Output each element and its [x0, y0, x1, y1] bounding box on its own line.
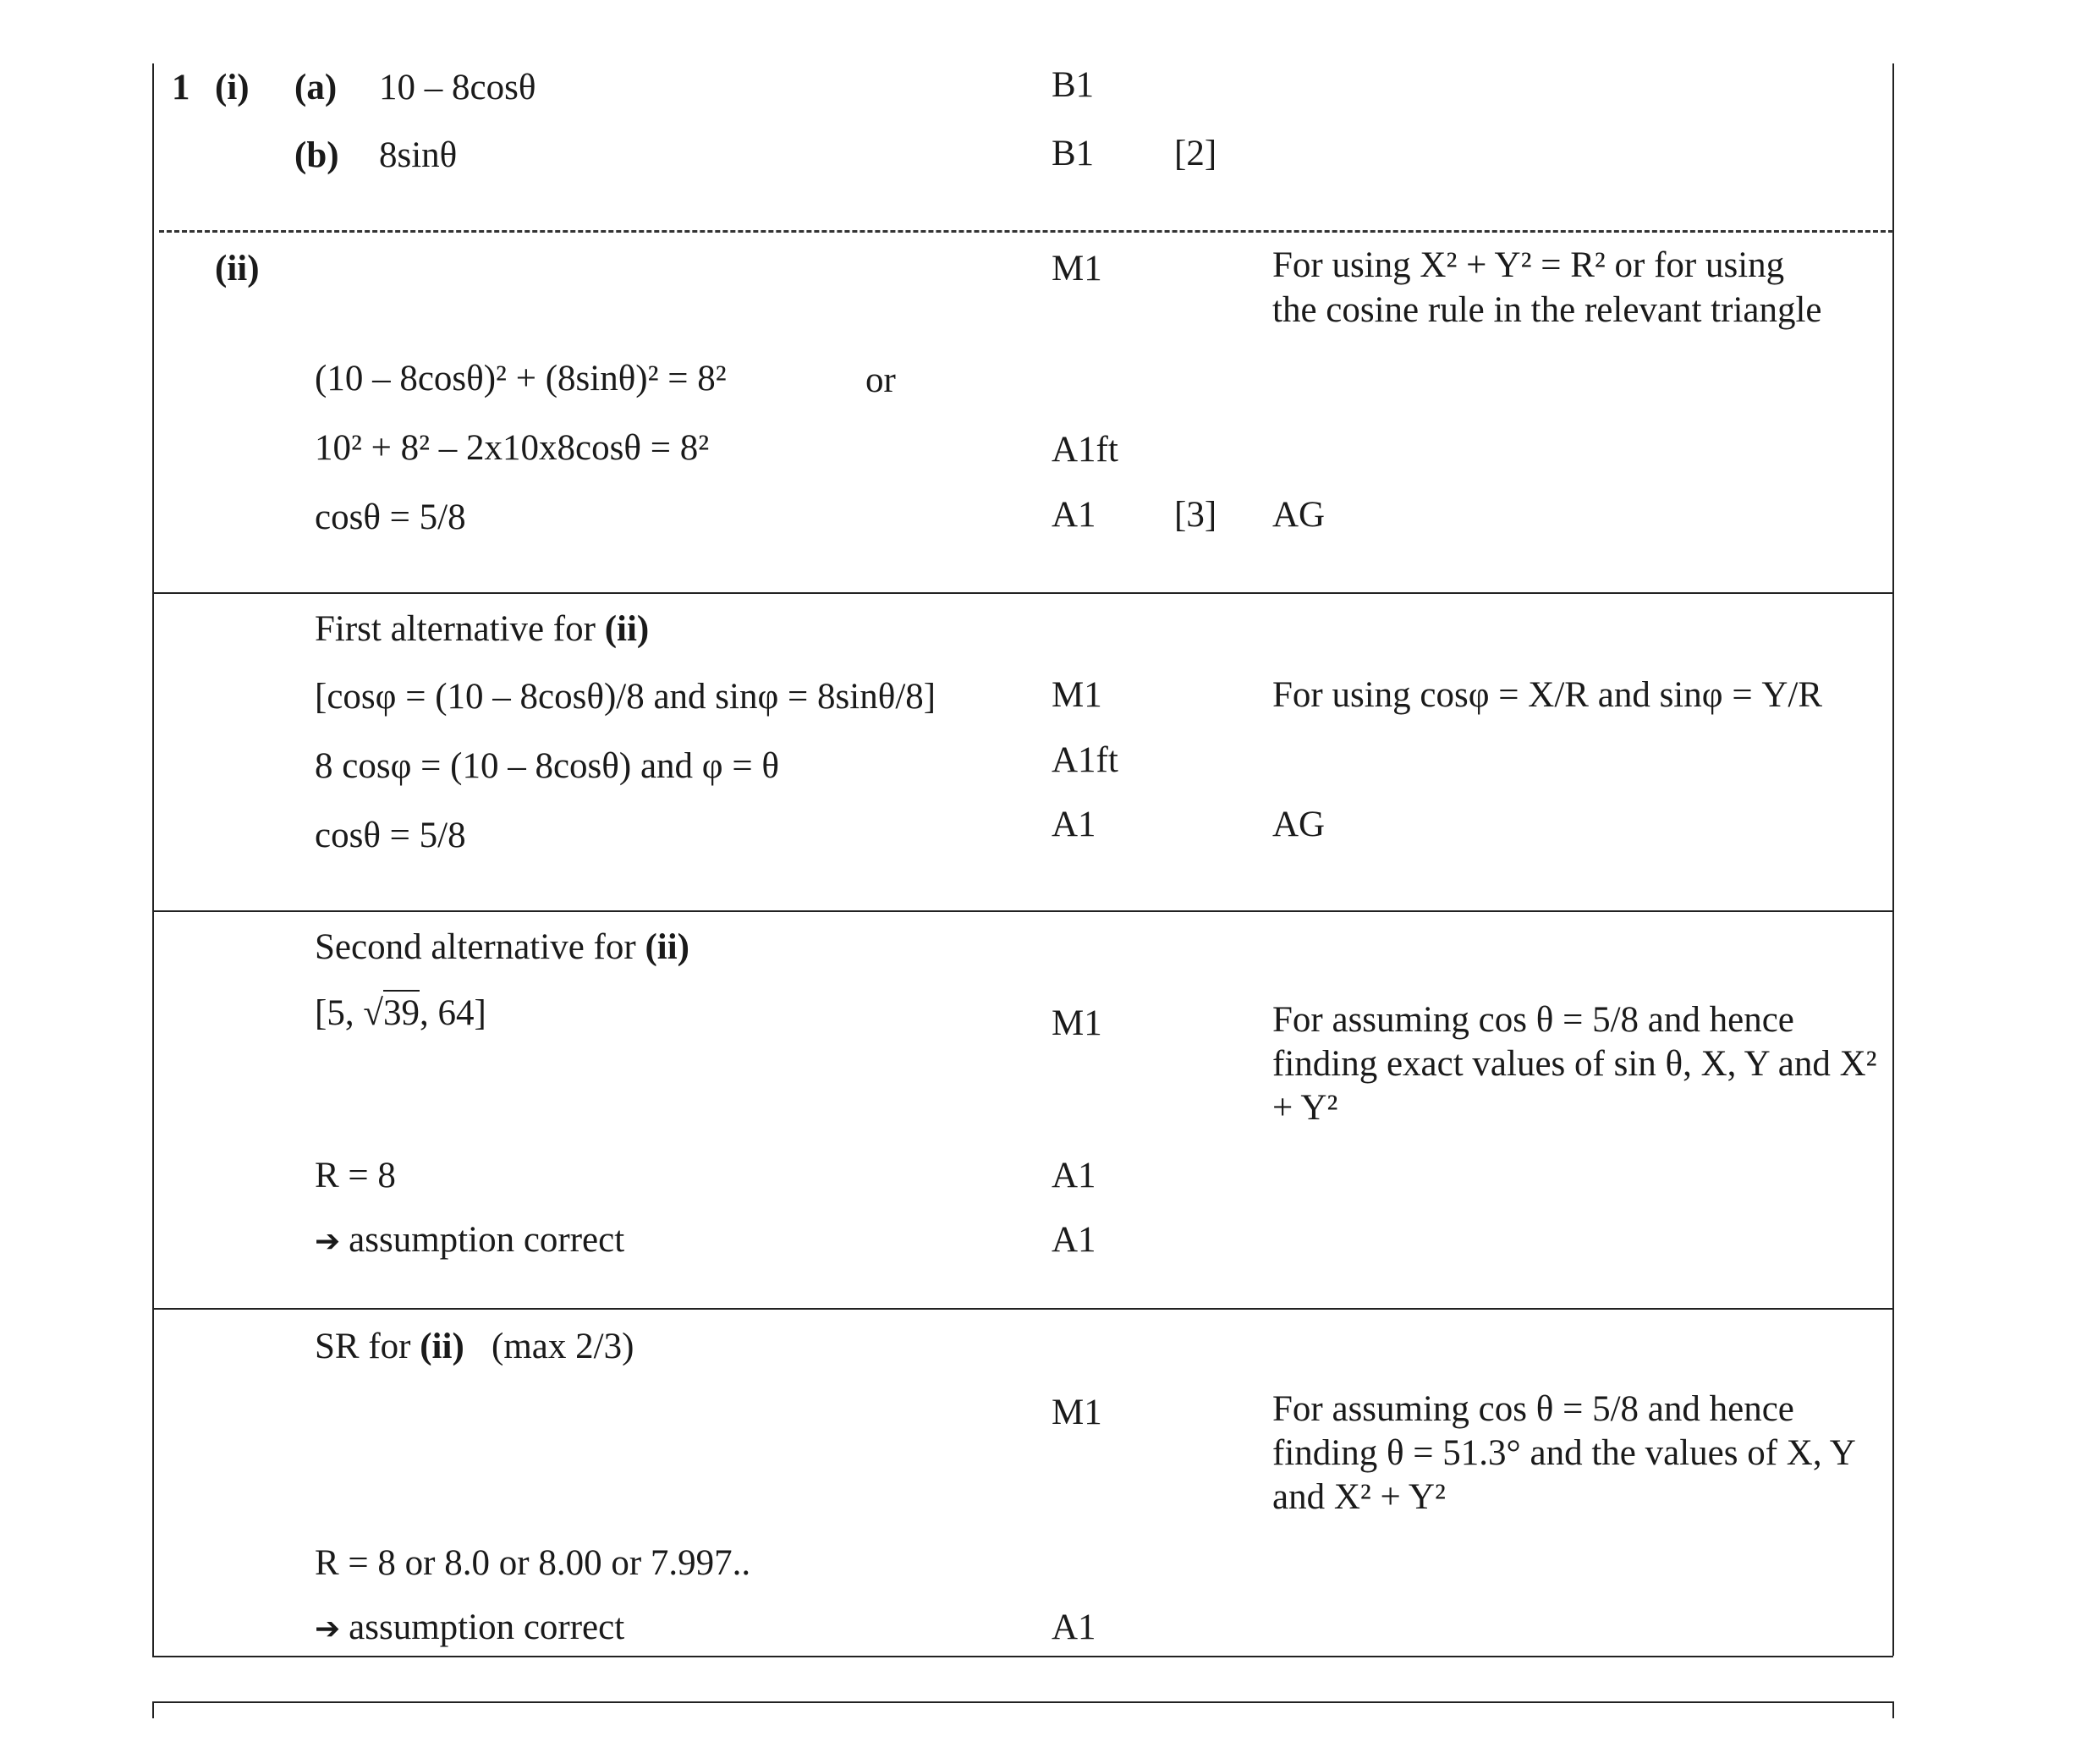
alt2-mark3: A1	[1052, 1220, 1096, 1260]
alt2-line3	[315, 1222, 624, 1258]
alt1-answer-given: AG	[1272, 805, 1326, 844]
part-i-label: (i)	[215, 68, 250, 107]
first-alternative-heading-part: (ii)	[604, 609, 650, 649]
part-b-expression: 8sinθ	[379, 135, 458, 175]
part-a-mark: B1	[1052, 65, 1095, 105]
sr-line1: R = 8 or 8.0 or 8.00 or 7.997..	[315, 1543, 751, 1583]
sr-mark2: A1	[1052, 1607, 1096, 1647]
row-divider-2	[152, 910, 1893, 912]
second-alternative-heading-part: (ii)	[645, 927, 689, 967]
equation-pythagoras: (10 – 8cosθ)² + (8sinθ)² = 8²	[315, 359, 727, 398]
square-root-sign-icon: √	[363, 993, 383, 1033]
alt2-note: For assuming cos θ = 5/8 and hence finding exact values of sin θ, X, Y and X² + Y²	[1272, 1000, 1877, 1128]
sr-heading-suffix: (max 2/3)	[464, 1327, 634, 1366]
alt1-mark1: M1	[1052, 675, 1102, 715]
part-i-total: [2]	[1174, 134, 1217, 173]
part-b-mark: B1	[1052, 134, 1095, 173]
part-a-expression: 10 – 8cosθ	[379, 68, 536, 107]
table-right-border	[1892, 63, 1894, 1656]
part-ii-note-line2: the cosine rule in the relevant triangle	[1272, 290, 1822, 330]
result-mark: A1	[1052, 495, 1096, 535]
alt1-line1: [cosφ = (10 – 8cosθ)/8 and sinφ = 8sinθ/8]	[315, 677, 936, 717]
alt2-mark2: A1	[1052, 1156, 1096, 1195]
alt1-note1: For using cosφ = X/R and sinφ = Y/R	[1272, 675, 1822, 715]
alt2-line2: R = 8	[315, 1156, 396, 1195]
dashed-divider	[159, 230, 1893, 233]
first-alternative-heading	[315, 611, 649, 647]
second-alternative-heading-text: Second alternative for	[315, 927, 645, 967]
next-table-right-border	[1892, 1701, 1894, 1718]
square-root-radicand: 39	[383, 990, 420, 1033]
right-arrow-icon: ➔	[315, 1612, 341, 1646]
question-number: 1	[172, 68, 190, 107]
alt1-mark2: A1ft	[1052, 740, 1118, 780]
part-ii-m1-mark: M1	[1052, 249, 1102, 289]
alt2-mark1: M1	[1052, 1003, 1102, 1043]
sr-heading	[315, 1328, 634, 1365]
first-alternative-heading-text: First alternative for	[315, 609, 605, 649]
table-bottom-border	[152, 1656, 1893, 1657]
part-ii-total: [3]	[1174, 495, 1217, 535]
part-a-label: (a)	[294, 68, 338, 107]
square-root	[363, 995, 420, 1031]
sr-heading-text: SR for	[315, 1327, 420, 1366]
row-divider-3	[152, 1308, 1893, 1310]
alt2-line3-text: assumption correct	[349, 1220, 625, 1260]
next-table-left-border	[152, 1701, 154, 1718]
alt1-mark3: A1	[1052, 805, 1096, 844]
table-left-border	[152, 63, 154, 1656]
sr-line2-text: assumption correct	[349, 1607, 625, 1647]
second-alternative-heading	[315, 929, 689, 965]
part-ii-note-line1: For using X² + Y² = R² or for using	[1272, 245, 1785, 285]
sr-heading-part: (ii)	[420, 1327, 464, 1366]
alt1-line2: 8 cosφ = (10 – 8cosθ) and φ = θ	[315, 746, 779, 786]
sr-line2	[315, 1609, 624, 1646]
alt2-line1-start: [5,	[315, 993, 364, 1033]
sr-mark1: M1	[1052, 1393, 1102, 1432]
alt2-line1	[315, 995, 486, 1031]
equation-cosine-rule: 10² + 8² – 2x10x8cosθ = 8²	[315, 428, 710, 468]
right-arrow-icon: ➔	[315, 1224, 341, 1259]
result-cos-theta: cosθ = 5/8	[315, 497, 466, 537]
part-ii-label: (ii)	[215, 249, 260, 289]
row-divider-1	[152, 592, 1893, 594]
or-text: or	[865, 360, 896, 400]
cosine-rule-mark: A1ft	[1052, 430, 1118, 470]
sr-note: For assuming cos θ = 5/8 and hence finding θ = 51.3° and the values of X, Y and X² + Y²	[1272, 1389, 1855, 1517]
next-table-top-border	[152, 1701, 1893, 1703]
part-b-label: (b)	[294, 135, 339, 175]
answer-given-label: AG	[1272, 495, 1326, 535]
alt1-line3: cosθ = 5/8	[315, 816, 466, 855]
alt2-line1-end: , 64]	[419, 993, 486, 1033]
